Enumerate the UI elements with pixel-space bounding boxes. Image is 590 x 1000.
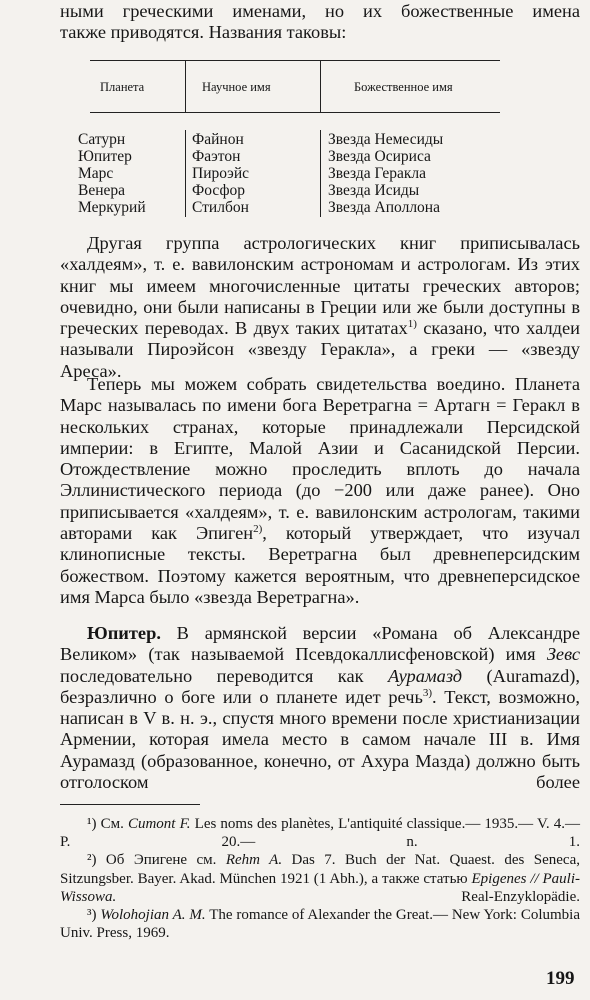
table-divider-1-body: [185, 130, 186, 217]
table-cell-planet: Сатурн: [78, 131, 126, 148]
footnotes: [60, 815, 580, 942]
table-cell-divine: Звезда Аполлона: [328, 199, 440, 216]
footnote-author: Cumont F.: [127, 816, 191, 832]
paragraph-jupiter: [60, 623, 580, 793]
header-scientific-name: Научное имя: [202, 80, 271, 94]
paragraph-mars: [60, 374, 580, 608]
paragraph-text: В армянской версии «Романа об Александре Великом» (так называемой Псевдокаллисфеновской) имя: [60, 623, 580, 665]
table-cell-scientific: Пироэйс: [192, 165, 250, 182]
footnote-mark: ²): [87, 852, 97, 869]
section-heading-jupiter: Юпитер.: [87, 623, 161, 643]
footnote-text: Real-Enzyklopädie.: [116, 888, 580, 905]
footnote-ref-2: 2): [253, 522, 263, 535]
footnote-text: Об Эпигене см.: [96, 852, 226, 869]
table-cell-divine: Звезда Исиды: [328, 182, 420, 199]
table-top-rule: [90, 60, 500, 61]
paragraph-text: последовательно переводится как: [60, 665, 388, 686]
footnote-separator: [60, 804, 200, 805]
header-divine-name: Божественное имя: [354, 80, 453, 94]
table-cell-planet: Марс: [78, 165, 114, 182]
footnote-ref-3: 3): [422, 686, 433, 699]
table-divider-2-header: [320, 60, 321, 112]
footnote-ref-1: 1): [407, 318, 417, 331]
footnote-author: Wolohojian A. M.: [100, 907, 206, 924]
footnote-2: [60, 851, 580, 906]
italic-term-zevs: Зевс: [546, 644, 580, 665]
table-header-rule: [90, 112, 500, 113]
intro-paragraph: [60, 1, 580, 44]
paragraph-text: Теперь мы можем собрать свидетельства воедино. Планета Марс называлась по имени бога Веретрагна = Артагн = Геракл в нескольких странах, которые принадлежали Персидской империи: в Египте, Малой Азии и Сасанидской Персии. Отождествление можно проследить вплоть до начала Эллинистического периода (до −200 или даже ранее). Оно приписывается «халдеям», т. е. вавилонским астрологам, такими авторами как Эпиген: [60, 374, 580, 544]
footnote-text: См.: [96, 816, 128, 832]
table-divider-2-body: [320, 130, 321, 217]
footnote-text: The romance of Alexander the Great.— New York: Columbia Univ. Press, 1969.: [60, 907, 580, 942]
italic-term-auramazd: Аурамазд: [388, 665, 463, 686]
table-cell-scientific: Стилбон: [192, 199, 249, 216]
footnote-3: [60, 906, 580, 942]
table-cell-scientific: Фаэтон: [192, 148, 241, 165]
footnote-mark: ³): [87, 907, 97, 924]
footnote-mark: ¹): [87, 816, 97, 832]
paragraph-text: , который утверждает, что изучал клинописные тексты. Веретрагна был древнеперсидским божеством. Поэтому кажется вероятным, что древнеперсидское имя Марса было «звезда Веретрагна».: [60, 523, 580, 607]
page-number: 199: [546, 968, 575, 989]
paragraph-text: . Текст, возможно, написан в V в. н. э., спустя много времени после христианизации Армении, которая имела место в самом начале III в. Имя Аурамазд (образованное, конечно, от Ахура Мазда) должно быть отголоском более: [60, 686, 580, 793]
footnote-1: [60, 815, 580, 851]
footnote-text: Les noms des planètes, L'antiquité classique.— 1935.— V. 4.— P. 20.— n. 1.: [60, 816, 581, 851]
table-divider-1-header: [185, 60, 186, 112]
table-cell-planet: Юпитер: [78, 148, 132, 165]
intro-line-1: ными греческими именами, но их божественные имена: [60, 1, 580, 21]
paragraph-text: сказано, что халдеи называли Пироэйсон «звезду Геракла», а греки — «звезду Ареса».: [60, 318, 580, 381]
table-cell-planet: Меркурий: [78, 199, 146, 216]
table-cell-divine: Звезда Осириса: [328, 148, 431, 165]
table-cell-divine: Звезда Геракла: [328, 165, 426, 182]
header-planet: Планета: [100, 80, 145, 94]
intro-line-2: также приводятся. Названия таковы:: [60, 22, 347, 43]
footnote-author: Epigenes // Pauli-Wissowa.: [60, 870, 580, 905]
table-cell-scientific: Файнон: [192, 131, 244, 148]
footnote-text: Das 7. Buch der Nat. Quaest. des Seneca, Sitzungsber. Bayer. Akad. München 1921 (1 Abh.), а также статью: [60, 852, 580, 887]
table-cell-scientific: Фосфор: [192, 182, 245, 199]
footnote-author: Rehm A.: [225, 852, 283, 869]
paragraph-text: (Auramazd), безразлично о боге или о планете идет речь: [60, 665, 580, 707]
table-cell-divine: Звезда Немесиды: [328, 131, 444, 148]
table-cell-planet: Венера: [78, 182, 126, 199]
paragraph-chaldeans: [60, 233, 580, 382]
paragraph-text: Другая группа астрологических книг приписывалась «халдеям», т. е. вавилонским астрономам и астрологам. Из этих книг мы имеем многочисленные цитаты греческих авторов; очевидно, они были написаны в Греции или же были доступны в греческих переводах. В двух таких цитатах: [60, 233, 580, 339]
